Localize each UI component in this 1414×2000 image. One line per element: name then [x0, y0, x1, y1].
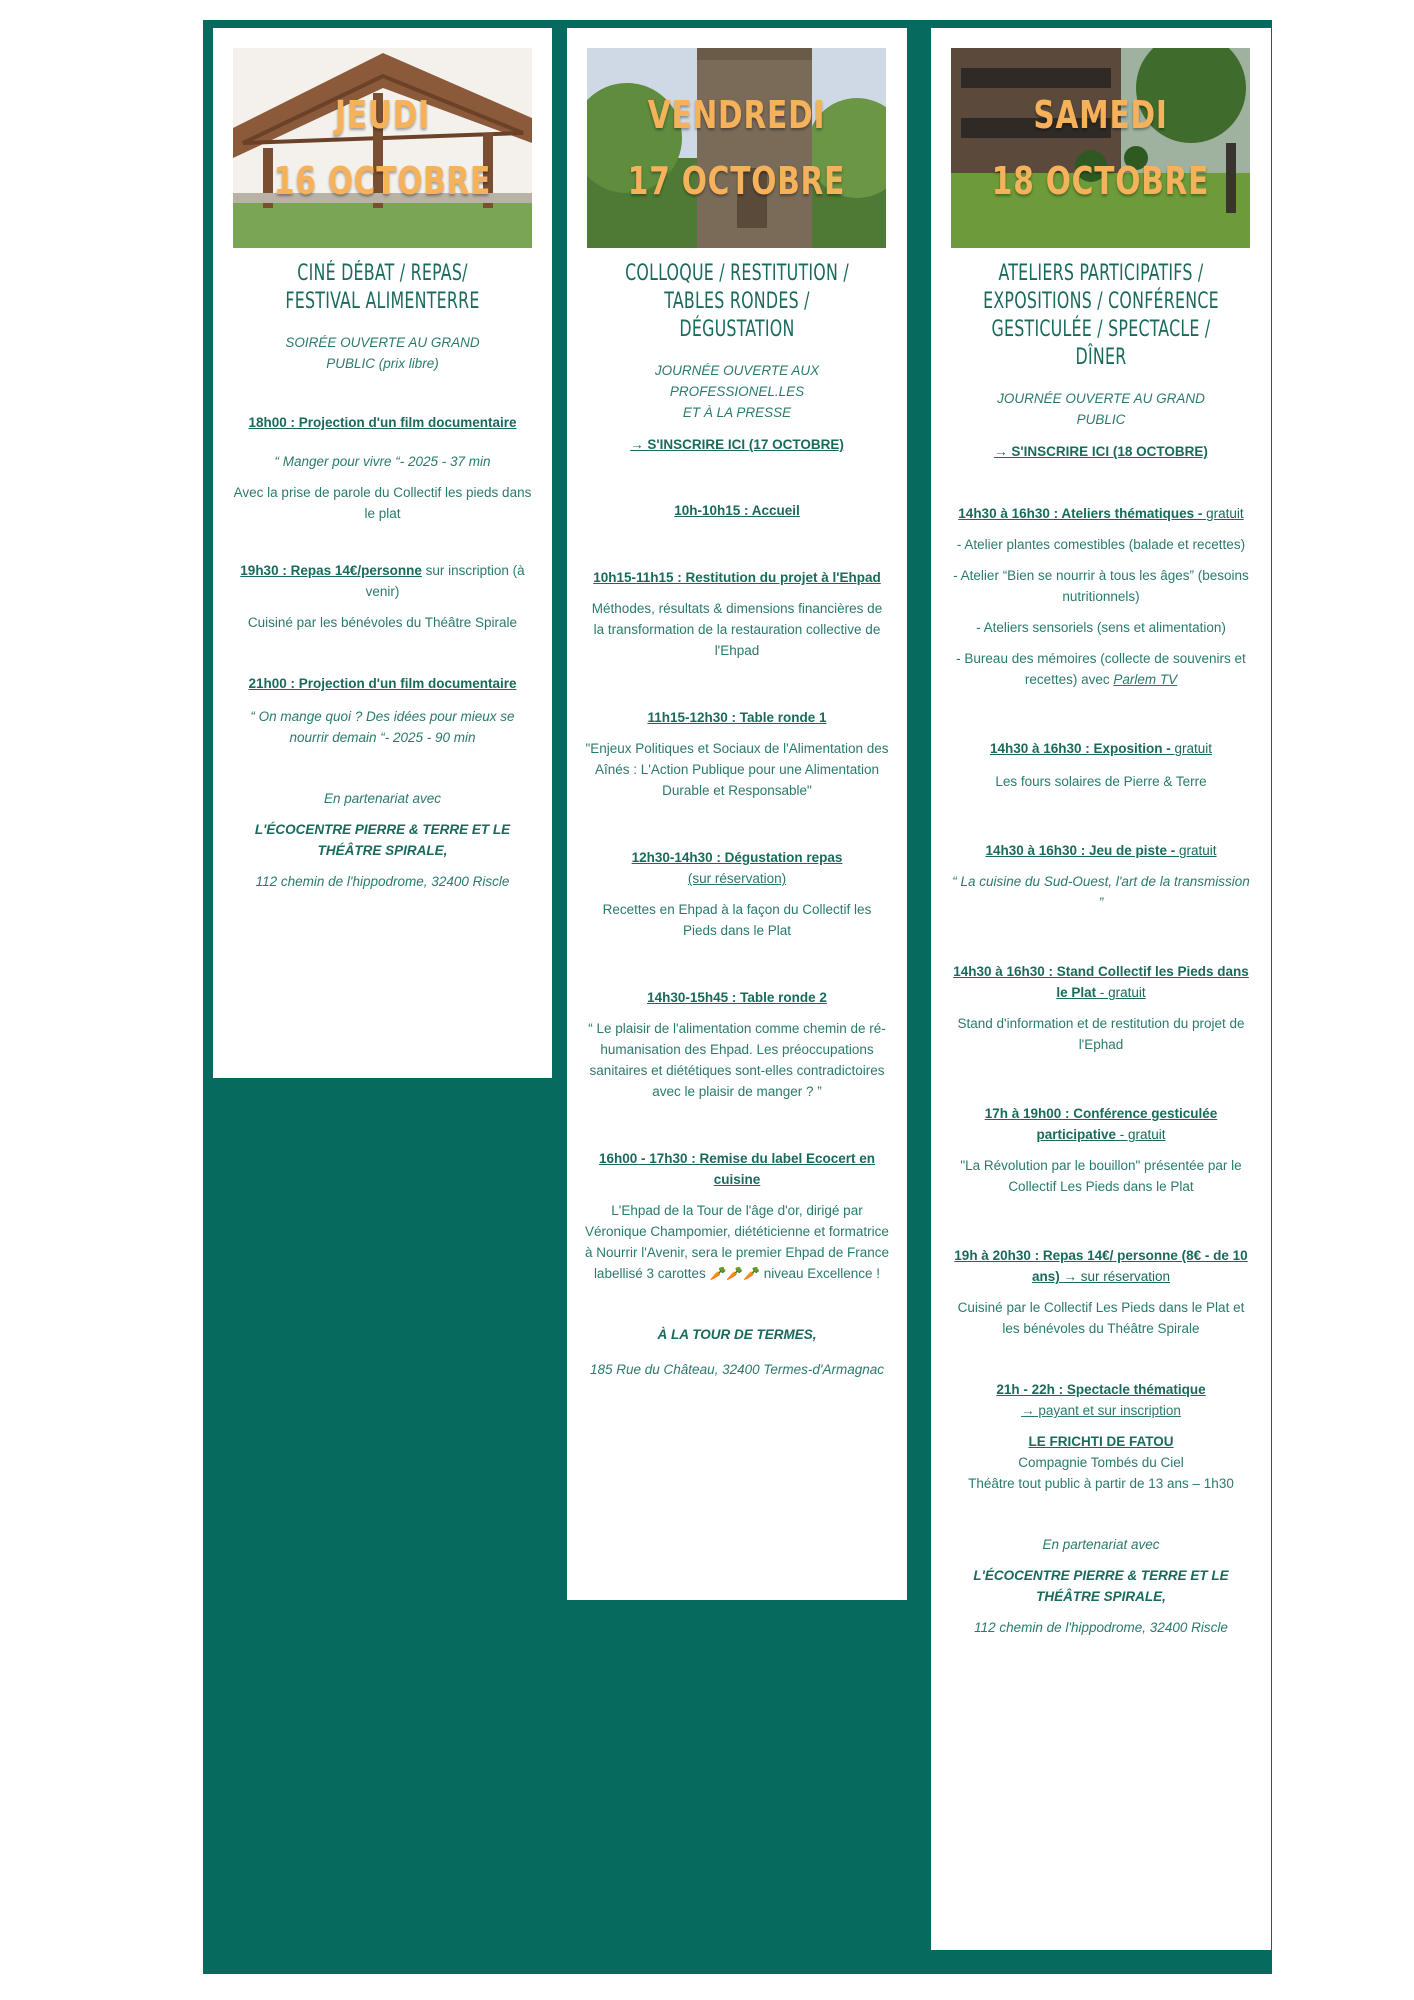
workshop-item: - Ateliers sensoriels (sens et alimentation): [976, 620, 1226, 635]
hero-image-saturday: [951, 48, 1250, 248]
price-note: - gratuit: [1096, 985, 1146, 1000]
session-welcome: [585, 500, 889, 521]
venue-address: 112 chemin de l'hippodrome, 32400 Riscle: [974, 1620, 1228, 1635]
session-description: “ Le plaisir de l'alimentation comme chemin de ré-humanisation des Ehpad. Les préoccupations sanitaires et diététiques sont-elles contradictoires avec le plaisir de manger ? ”: [588, 1021, 886, 1099]
session-description: Avec la prise de parole du Collectif les pieds dans le plat: [233, 485, 532, 521]
price-note: gratuit: [1179, 843, 1217, 858]
session-heading[interactable]: 14h30 à 16h30 : Exposition -: [989, 741, 1175, 756]
title-line: COLLOQUE / RESTITUTION /: [625, 261, 849, 286]
session-description: [585, 1200, 889, 1284]
session-heading[interactable]: 14h30 à 16h30 : Stand Collectif les Pieds dans le Plat: [953, 964, 1249, 1000]
session-film-2: [231, 673, 534, 748]
venue-address: 185 Rue du Château, 32400 Termes-d'Armagnac: [589, 1362, 884, 1377]
title-line: TABLES RONDES /: [664, 289, 810, 314]
day-title: [599, 260, 874, 344]
partner-names: L'ÉCOCENTRE PIERRE & TERRE ET LE THÉÂTRE SPIRALE,: [973, 1568, 1229, 1604]
session-heading[interactable]: 17h à 19h00 : Conférence gesticulée participative: [984, 1106, 1218, 1142]
day-column-saturday: [931, 28, 1271, 1950]
session-heading[interactable]: 10h15-11h15 : Restitution du projet à l'Ehpad: [593, 570, 881, 585]
signup-link[interactable]: → S'INSCRIRE ICI (18 OCTOBRE): [994, 444, 1208, 459]
title-line: DÉGUSTATION: [679, 317, 795, 342]
session-stand: [949, 961, 1253, 1055]
session-heading[interactable]: 11h15-12h30 : Table ronde 1: [647, 710, 827, 725]
day-column-friday: [567, 28, 907, 1600]
parlem-tv-link[interactable]: Parlem TV: [1113, 672, 1178, 687]
session-workshops: [949, 503, 1253, 690]
audience-line: ET À LA PRESSE: [682, 405, 792, 420]
label-level: niveau Excellence !: [763, 1266, 881, 1281]
partner-intro: En partenariat avec: [323, 791, 442, 806]
hero-day: VENDREDI: [647, 93, 826, 137]
partner-names: L'ÉCOCENTRE PIERRE & TERRE ET LE THÉÂTRE SPIRALE,: [254, 822, 511, 858]
hero-date: 17 OCTOBRE: [627, 159, 846, 203]
audience-note: [585, 360, 889, 423]
audience-line: SOIRÉE OUVERTE AU GRAND: [285, 335, 480, 350]
venue-name: À LA TOUR DE TERMES,: [657, 1327, 817, 1342]
session-exhibition: [949, 738, 1253, 792]
session-heading[interactable]: 21h - 22h : Spectacle thématique: [996, 1382, 1206, 1397]
price-note: gratuit: [1174, 741, 1213, 756]
session-description: Cuisiné par le Collectif Les Pieds dans le Plat et les bénévoles du Théâtre Spirale: [957, 1300, 1245, 1336]
film-title: “ Manger pour vivre “- 2025 - 37 min: [274, 454, 491, 469]
carrot-icons: 🥕🥕🥕: [709, 1266, 760, 1281]
price-note: - gratuit: [1116, 1127, 1166, 1142]
session-heading[interactable]: 19h30 : Repas 14€/personne: [240, 563, 422, 578]
day-column-thursday: [213, 28, 552, 1078]
show-signup-link[interactable]: → payant et sur inscription: [1021, 1403, 1181, 1418]
session-description: "Enjeux Politiques et Sociaux de l'Alimentation des Aînés : L'Action Publique pour une Alimentation Durable et Responsable": [585, 741, 889, 798]
show-title: LE FRICHTI DE FATOU: [1028, 1434, 1174, 1449]
company-name: Compagnie Tombés du Ciel: [1018, 1455, 1184, 1470]
session-description: Stand d'information et de restitution du projet de l'Ephad: [957, 1016, 1245, 1052]
session-show: [949, 1379, 1253, 1494]
day-title: [963, 260, 1238, 372]
session-tasting: [585, 847, 889, 941]
session-heading[interactable]: 19h à 20h30 : Repas 14€/ personne (8€ - de 10 ans): [954, 1248, 1248, 1284]
session-dinner: [949, 1245, 1253, 1339]
hero-date: 16 OCTOBRE: [273, 159, 492, 203]
session-restitution: [585, 567, 889, 661]
day-title: [245, 260, 519, 316]
audience-note: [231, 332, 534, 374]
audience-line: PUBLIC (prix libre): [326, 356, 439, 371]
session-heading[interactable]: 21h00 : Projection d'un film documentaire: [248, 676, 517, 691]
reservation-link[interactable]: → sur réservation: [1059, 1269, 1171, 1284]
session-description: Recettes en Ehpad à la façon du Collectif les Pieds dans le Plat: [602, 902, 872, 938]
partner-intro: En partenariat avec: [1042, 1537, 1160, 1552]
session-meal: [231, 560, 534, 633]
workshop-item: [949, 648, 1253, 690]
content-thursday: [231, 260, 534, 892]
title-line: GESTICULÉE / SPECTACLE /: [991, 317, 1211, 342]
partners: [231, 788, 534, 892]
session-description: "La Révolution par le bouillon" présentée par le Collectif Les Pieds dans le Plat: [960, 1158, 1242, 1194]
session-label: [585, 1148, 889, 1284]
label-text: L'Ehpad de la Tour de l'âge d'or, dirigé par Véronique Champomier, diététicienne et formatrice à Nourrir l'Avenir, sera le premier Ehpad de France labellisé 3 carottes: [585, 1203, 889, 1281]
title-line: CINÉ DÉBAT / REPAS/: [297, 261, 468, 286]
workshop-text: - Bureau des mémoires (collecte de souvenirs et recettes) avec: [956, 651, 1246, 687]
session-heading[interactable]: 14h30 à 16h30 : Jeu de piste -: [985, 843, 1180, 858]
session-heading[interactable]: 10h-10h15 : Accueil: [674, 503, 800, 518]
hero-title-friday: [620, 48, 853, 248]
session-description: Les fours solaires de Pierre & Terre: [995, 774, 1207, 789]
session-heading[interactable]: 12h30-14h30 : Dégustation repas: [631, 850, 843, 865]
session-heading[interactable]: 16h00 - 17h30 : Remise du label Ecocert en cuisine: [598, 1151, 876, 1187]
venue: [585, 1324, 889, 1380]
program-frame: [203, 20, 1272, 1974]
audience-line: PUBLIC: [1076, 412, 1126, 427]
session-treasure-hunt: [949, 840, 1253, 913]
session-heading[interactable]: 14h30 à 16h30 : Ateliers thématiques -: [958, 506, 1207, 521]
session-note: sur inscription (à venir): [365, 563, 525, 599]
audience-line: PROFESSIONEL.LES: [669, 384, 805, 399]
session-heading[interactable]: 14h30-15h45 : Table ronde 2: [647, 990, 827, 1005]
hero-image-friday: [587, 48, 886, 248]
audience-line: JOURNÉE OUVERTE AUX: [654, 363, 820, 378]
hero-date: 18 OCTOBRE: [991, 159, 1210, 203]
workshop-item: - Atelier “Bien se nourrir à tous les âges” (besoins nutritionnels): [953, 568, 1249, 604]
content-saturday: [949, 260, 1253, 1638]
session-film-1: [231, 412, 534, 524]
partners: [949, 1534, 1253, 1638]
reservation-link[interactable]: (sur réservation): [687, 871, 787, 886]
session-description: Méthodes, résultats & dimensions financières de la transformation de la restauration collective de l'Ehpad: [591, 601, 883, 658]
hero-title-thursday: [266, 48, 499, 248]
session-conference: [949, 1103, 1253, 1197]
session-roundtable-2: [585, 987, 889, 1102]
hero-day: SAMEDI: [1033, 93, 1168, 137]
session-roundtable-1: [585, 707, 889, 801]
session-description: “ La cuisine du Sud-Ouest, l'art de la transmission ”: [952, 874, 1250, 910]
price-note: gratuit: [1206, 506, 1244, 521]
title-line: FESTIVAL ALIMENTERRE: [285, 289, 480, 314]
film-title: “ On mange quoi ? Des idées pour mieux se nourrir demain “- 2025 - 90 min: [250, 709, 515, 745]
title-line: DÎNER: [1075, 345, 1127, 370]
audience-note: [949, 388, 1253, 430]
content-friday: [585, 260, 889, 1380]
venue-address: 112 chemin de l'hippodrome, 32400 Riscle: [255, 874, 510, 889]
session-description: Cuisiné par les bénévoles du Théâtre Spirale: [247, 615, 518, 630]
workshop-item: - Atelier plantes comestibles (balade et recettes): [956, 537, 1246, 552]
hero-title-saturday: [984, 48, 1217, 248]
title-line: EXPOSITIONS / CONFÉRENCE: [983, 289, 1219, 314]
show-details: Théâtre tout public à partir de 13 ans – 1h30: [968, 1476, 1234, 1491]
hero-day: JEUDI: [335, 93, 430, 137]
signup-link[interactable]: → S'INSCRIRE ICI (17 OCTOBRE): [630, 437, 844, 452]
hero-image-thursday: [233, 48, 532, 248]
session-heading[interactable]: 18h00 : Projection d'un film documentaire: [248, 415, 517, 430]
audience-line: JOURNÉE OUVERTE AU GRAND: [997, 391, 1205, 406]
title-line: ATELIERS PARTICIPATIFS /: [998, 261, 1204, 286]
